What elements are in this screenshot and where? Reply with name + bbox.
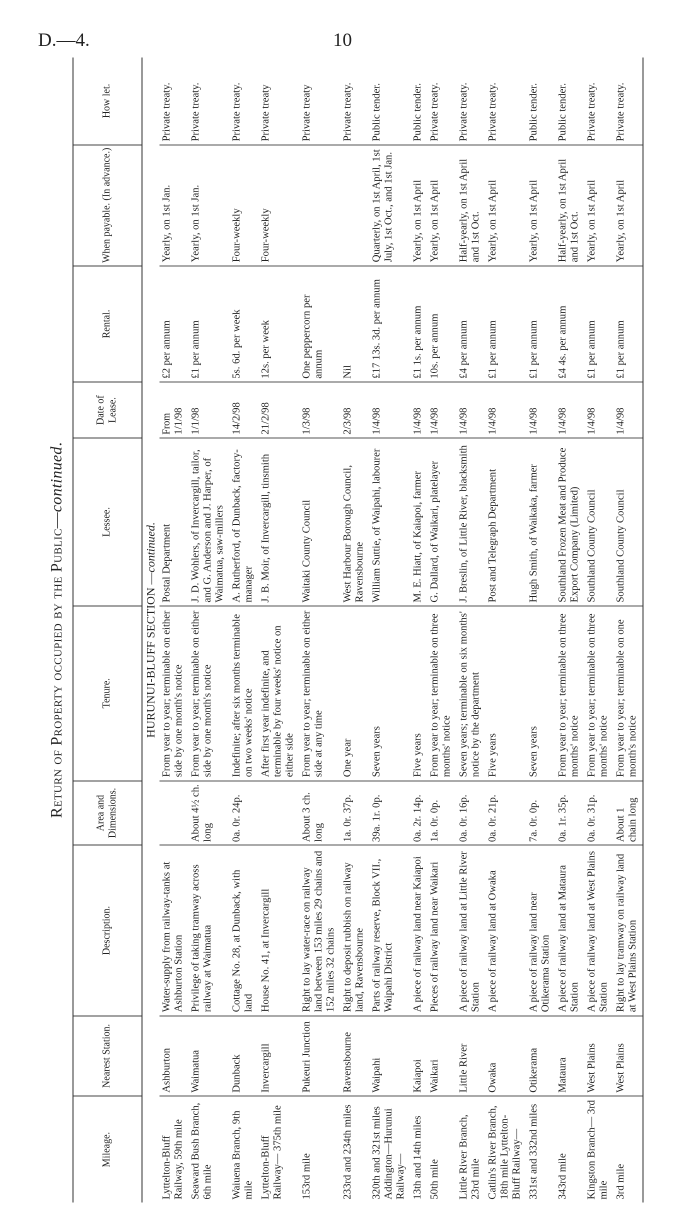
table-cell: 1/1/98 xyxy=(189,382,230,438)
table-cell: Indefinite; after six months terminable on two weeks' notice xyxy=(230,606,259,781)
table-cell: 331st and 332nd miles xyxy=(528,1103,540,1200)
table-cell: Public tender. xyxy=(370,58,411,145)
column-header: When payable. (In advance.) xyxy=(73,145,142,266)
table-cell: Seven years xyxy=(370,606,411,781)
table-cell: 7a. 0r. 0p. xyxy=(527,781,556,846)
table-cell: Privilege of taking tramway across railway at Waimatua xyxy=(189,845,230,1015)
page-number: 10 xyxy=(333,30,352,51)
table-cell: 3rd mile xyxy=(614,1096,644,1202)
table-row xyxy=(457,58,486,1203)
table-cell: 0a. 0r. 16p. xyxy=(457,781,486,846)
table-cell: £17 13s. 3d. per annum xyxy=(370,266,411,382)
table-cell: Yearly, on 1st April xyxy=(486,145,527,266)
table-cell: West Harbour Borough Council, Ravensbourne xyxy=(341,438,370,606)
column-header: Nearest Station. xyxy=(73,1016,142,1097)
table-cell: 0a. 0r. 21p. xyxy=(486,781,527,846)
table-cell: £1 per annum xyxy=(614,266,644,382)
table-cell: Private treaty xyxy=(259,58,300,145)
table-body xyxy=(142,58,643,1203)
table-cell: £1 per annum xyxy=(585,266,614,382)
table-cell: One peppercorn per annum xyxy=(300,266,341,382)
table-cell: Private treaty xyxy=(300,58,341,145)
table-row xyxy=(230,58,259,1203)
table-cell: Pieces of railway land near Waikari xyxy=(428,845,457,1015)
table-cell: Lyttelton-Bluff Railway— 375th mile xyxy=(260,1105,284,1200)
table-cell: A piece of railway land at Owaka xyxy=(486,845,527,1015)
table-cell: Cottage No. 28, at Dunback, with land xyxy=(230,845,259,1015)
table-cell: Private treaty. xyxy=(341,58,370,145)
table-cell: A piece of railway land near Kaiapoi xyxy=(411,845,428,1015)
table-cell: Waiuena Branch, 9th mile xyxy=(231,1110,255,1200)
table-cell xyxy=(160,781,189,846)
table-cell: Private treaty. xyxy=(230,58,259,145)
section-suffix: continued. xyxy=(143,522,158,573)
table-cell: Private treaty. xyxy=(428,58,457,145)
table-cell: 1/4/98 xyxy=(370,382,411,438)
table-cell: J. B. Moir, of Invercargill, tinsmith xyxy=(259,438,300,606)
table-cell: Public tender. xyxy=(411,58,428,145)
table-row xyxy=(370,58,411,1203)
table-cell: Little River Branch, 23rd mile xyxy=(458,1114,482,1200)
table-cell: J. D. Wohlers, of Invercargill, tailor, and G. Anderson and J. Harper, of Waimatua, saw-millers xyxy=(189,438,230,606)
table-row xyxy=(259,58,300,1203)
table-cell: Southland Frozen Meat and Produce Export Company (Limited) xyxy=(556,438,585,606)
table-cell: From year to year; terminable on three months' notice xyxy=(428,606,457,781)
table-cell: Kaiapoi xyxy=(411,1016,428,1097)
column-header: Rental. xyxy=(73,266,142,382)
table-cell: Owaka xyxy=(486,1016,527,1097)
table-cell: West Plains xyxy=(614,1016,644,1097)
column-header: Area and Dimensions. xyxy=(73,781,142,846)
table-cell: 1/3/98 xyxy=(300,382,341,438)
table-cell: About 1 chain long xyxy=(614,781,644,846)
table-cell: 1/4/98 xyxy=(527,382,556,438)
property-return-table xyxy=(73,58,644,1203)
section-name: HURUNUI-BLUFF SECTION xyxy=(143,587,158,738)
table-cell: 13th and 14th miles xyxy=(412,1115,424,1200)
table-cell: £1 per annum xyxy=(189,266,230,382)
table-row xyxy=(411,58,428,1203)
table-cell: Parts of railway reserve, Block VII., Waipahi District xyxy=(370,845,411,1015)
table-cell: About 4½ ch. long xyxy=(189,781,230,846)
table-cell: Yearly, on 1st April xyxy=(428,145,457,266)
table-cell: 1a. 0r. 37p. xyxy=(341,781,370,846)
table-cell: Water-supply from railway-tanks at Ashburton Station xyxy=(160,845,189,1015)
table-cell: 1/4/98 xyxy=(486,382,527,438)
title-main: Return of Property occupied by the Public xyxy=(48,528,66,819)
table-cell: G. Dallard, of Waikari, platelayer xyxy=(428,438,457,606)
table-cell: 12s. per week xyxy=(259,266,300,382)
document-reference: D.—4. xyxy=(38,30,90,51)
table-cell: A piece of railway land near Otikerama Station xyxy=(527,845,556,1015)
date-prefix: From xyxy=(161,412,173,435)
column-header: Mileage. xyxy=(73,1096,142,1202)
table-cell: From year to year; terminable on either side by one month's notice xyxy=(189,606,230,781)
table-cell: From year to year; terminable on one month's notice xyxy=(614,606,644,781)
table-cell: Private treaty. xyxy=(189,58,230,145)
table-cell: 10s. per annum xyxy=(428,266,457,382)
table-cell: Five years xyxy=(411,606,428,781)
column-header: How let. xyxy=(73,58,142,145)
table-cell: After first year indefinite, and terminable by four weeks' notice on either side xyxy=(259,606,300,781)
rotated-table-sheet xyxy=(43,58,658,1203)
table-cell: A piece of railway land at Mataura Station xyxy=(556,845,585,1015)
table-cell: Pukeuri Junction xyxy=(300,1016,341,1097)
table-cell: 1/4/98 xyxy=(457,382,486,438)
table-cell: Yearly, on 1st Jan. xyxy=(160,145,189,266)
table-cell: Ashburton xyxy=(160,1016,189,1097)
table-cell: £4 4s. per annum xyxy=(556,266,585,382)
table-cell: From year to year; terminable on either side at any time xyxy=(300,606,341,781)
table-cell: A piece of railway land at West Plains Station xyxy=(585,845,614,1015)
column-header-row xyxy=(73,58,142,1203)
column-header: Lessee. xyxy=(73,438,142,606)
table-cell: Four-weekly xyxy=(230,145,259,266)
table-cell: 1/4/98 xyxy=(585,382,614,438)
table-cell: £4 per annum xyxy=(457,266,486,382)
table-cell: Half-yearly, on 1st April and 1st Oct. xyxy=(457,145,486,266)
table-cell: Otikerama xyxy=(527,1016,556,1097)
table-cell: Seaward Bush Branch, 6th mile xyxy=(190,1102,214,1200)
table-cell: Yearly, on 1st Jan. xyxy=(189,145,230,266)
table-cell: From year to year; terminable on three months' notice xyxy=(556,606,585,781)
table-cell: £2 per annum xyxy=(160,266,189,382)
table-cell: Public tender. xyxy=(556,58,585,145)
table-cell: 0a. 0r. 31p. xyxy=(585,781,614,846)
table-cell: Private treaty. xyxy=(585,58,614,145)
table-row xyxy=(341,58,370,1203)
table-cell: Hugh Smith, of Waikaka, farmer xyxy=(527,438,556,606)
table-cell: Postal Department xyxy=(160,438,189,606)
table-cell: A piece of railway land at Little River Station xyxy=(457,845,486,1015)
table-cell xyxy=(160,382,189,438)
table-row xyxy=(556,58,585,1203)
table-cell: Yearly, on 1st April xyxy=(411,145,428,266)
table-cell: Quarterly, on 1st April, 1st July, 1st Oct., and 1st Jan. xyxy=(370,145,411,266)
table-cell: 39a. 1r. 0p. xyxy=(370,781,411,846)
table-row xyxy=(614,58,644,1203)
table-cell: Right to deposit rubbish on railway land, Ravensbourne xyxy=(341,845,370,1015)
table-cell: Waikari xyxy=(428,1016,457,1097)
column-header: Tenure. xyxy=(73,606,142,781)
table-row xyxy=(527,58,556,1203)
table-cell: M. E. Hiatt, of Kaiapoi, farmer xyxy=(411,438,428,606)
table-cell: Yearly, on 1st April xyxy=(614,145,644,266)
table-cell: 153rd mile xyxy=(301,1153,313,1200)
table-cell: 2/3/98 xyxy=(341,382,370,438)
table-cell: 1/4/98 xyxy=(428,382,457,438)
table-cell: 1/4/98 xyxy=(556,382,585,438)
table-cell: Right to lay water-race on railway land between 153 miles 29 chains and 152 miles 32 chains xyxy=(300,845,341,1015)
table-title: Return of Property occupied by the Public—continued. xyxy=(48,441,66,819)
table-cell: Private treaty. xyxy=(486,58,527,145)
table-cell: Waitaki County Council xyxy=(300,438,341,606)
table-cell: £1 1s. per annum xyxy=(411,266,428,382)
table-row xyxy=(585,58,614,1203)
table-cell: Ravensbourne xyxy=(341,1016,370,1097)
table-cell: Right to lay tramway on railway land at West Plains Station xyxy=(614,845,644,1015)
date-value: 1/1/98 xyxy=(173,407,185,435)
table-cell: Southland County Council xyxy=(585,438,614,606)
table-cell xyxy=(300,145,341,266)
table-cell xyxy=(341,145,370,266)
table-cell: One year xyxy=(341,606,370,781)
table-cell: 1/4/98 xyxy=(614,382,644,438)
table-cell: About 3 ch. long xyxy=(300,781,341,846)
table-cell: Dunback xyxy=(230,1016,259,1097)
table-cell: Public tender. xyxy=(527,58,556,145)
table-cell: 1a. 0r. 0p. xyxy=(428,781,457,846)
table-cell: 14/2/98 xyxy=(230,382,259,438)
table-cell: House No. 41, at Invercargill xyxy=(259,845,300,1015)
table-cell: 0a. 1r. 35p. xyxy=(556,781,585,846)
table-cell: Waipahi xyxy=(370,1016,411,1097)
table-cell: 0a. 2r. 14p. xyxy=(411,781,428,846)
table-cell: 233rd and 234th miles xyxy=(342,1104,354,1200)
table-cell: Nil xyxy=(341,266,370,382)
table-cell: West Plains xyxy=(585,1016,614,1097)
table-cell: Seven years xyxy=(527,606,556,781)
table-cell: From year to year; terminable on three months' notice xyxy=(585,606,614,781)
table-cell: Private treaty. xyxy=(457,58,486,145)
table-cell: Mataura xyxy=(556,1016,585,1097)
table-cell: Five years xyxy=(486,606,527,781)
table-cell: Private treaty. xyxy=(614,58,644,145)
table-cell xyxy=(259,781,300,846)
table-cell: £1 per annum xyxy=(486,266,527,382)
table-cell: 5s. 6d. per week xyxy=(230,266,259,382)
table-cell: Yearly, on 1st April xyxy=(527,145,556,266)
table-cell: From year to year; terminable on either side by one month's notice xyxy=(160,606,189,781)
column-header: Description. xyxy=(73,845,142,1015)
table-cell: 21/2/98 xyxy=(259,382,300,438)
table-cell: 320th and 321st miles Addington—Hurunui Railway— xyxy=(371,1106,407,1200)
table-cell: 0a. 0r. 24p. xyxy=(230,781,259,846)
table-cell: Southland County Council xyxy=(614,438,644,606)
table-cell: Yearly, on 1st April xyxy=(585,145,614,266)
table-cell: Waimatua xyxy=(189,1016,230,1097)
table-cell: Little River xyxy=(457,1016,486,1097)
table-row xyxy=(189,58,230,1203)
table-cell: Catlin's River Branch, 18th mile Lyttelton-Bluff Railway— xyxy=(487,1105,523,1200)
table-cell: J. Breslin, of Little River, blacksmith xyxy=(457,438,486,606)
table-cell: A. Rutherford, of Dunback, factory-manager xyxy=(230,438,259,606)
table-cell: 50th mile xyxy=(429,1159,441,1200)
table-cell: Private treaty. xyxy=(160,58,189,145)
table-cell: Kingston Branch— 3rd mile xyxy=(586,1100,610,1200)
table-cell: Half-yearly, on 1st April and 1st Oct. xyxy=(556,145,585,266)
table-cell: Lyttelton-Bluff Railway, 59th mile xyxy=(161,1119,185,1200)
table-cell: 1/4/98 xyxy=(411,382,428,438)
table-row xyxy=(428,58,457,1203)
section-heading-row: HURUNUI-BLUFF SECTION —continued. xyxy=(143,522,158,738)
table-cell: Invercargill xyxy=(259,1016,300,1097)
table-cell: Post and Telegraph Department xyxy=(486,438,527,606)
table-cell: William Suttie, of Waipahi, labourer xyxy=(370,438,411,606)
title-suffix: continued xyxy=(48,446,66,513)
table-cell: £1 per annum xyxy=(527,266,556,382)
table-row xyxy=(486,58,527,1203)
table-cell: Four-weekly xyxy=(259,145,300,266)
table-row xyxy=(300,58,341,1203)
table-cell: 343rd mile xyxy=(557,1153,569,1200)
table-cell: Seven years; terminable on six months' notice by the department xyxy=(457,606,486,781)
table-row xyxy=(160,58,189,1203)
column-header: Date of Lease. xyxy=(73,382,142,438)
